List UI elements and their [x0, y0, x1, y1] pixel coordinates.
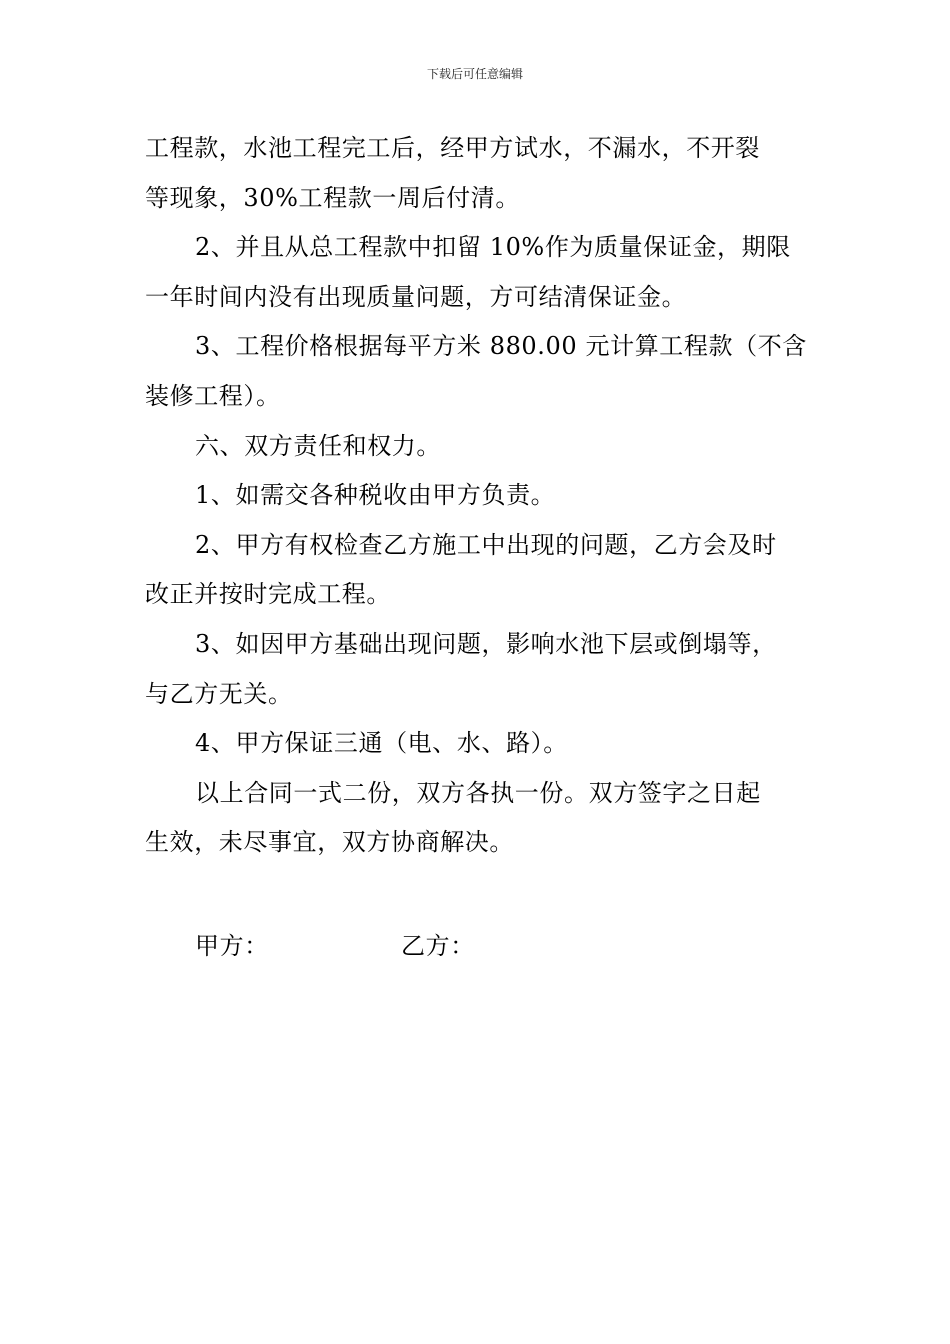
text-line: 改正并按时完成工程。	[145, 580, 391, 609]
text-line: 2、甲方有权检查乙方施工中出现的问题，乙方会及时	[195, 530, 777, 559]
text-line: 4、甲方保证三通（电、水、路）。	[195, 729, 568, 758]
party-a-signature-label: 甲方：	[195, 932, 269, 960]
text-line: 3、工程价格根据每平方米 880.00 元计算工程款（不含	[195, 332, 807, 361]
text-line: 与乙方无关。	[145, 679, 293, 708]
party-b-signature-label: 乙方：	[401, 932, 475, 960]
text-line: 工程款，水池工程完工后，经甲方试水，不漏水，不开裂	[145, 134, 760, 162]
text-line: 1、如需交各种税收由甲方负责。	[195, 481, 556, 510]
contract-body	[145, 124, 807, 868]
text-line: 一年时间内没有出现质量问题，方可结清保证金。	[145, 282, 687, 311]
text-line: 2、并且从总工程款中扣留 10%作为质量保证金，期限	[195, 233, 791, 262]
text-line: 装修工程）。	[145, 381, 281, 410]
text-line: 以上合同一式二份，双方各执一份。双方签字之日起	[195, 778, 761, 807]
text-line: 等现象，30%工程款一周后付清。	[145, 183, 520, 212]
text-line: 生效，未尽事宜，双方协商解决。	[145, 828, 514, 857]
section-heading: 六、双方责任和权力。	[195, 431, 441, 460]
page-header-note: 下载后可任意编辑	[426, 67, 523, 81]
text-line: 3、如因甲方基础出现问题，影响水池下层或倒塌等，	[195, 629, 777, 658]
